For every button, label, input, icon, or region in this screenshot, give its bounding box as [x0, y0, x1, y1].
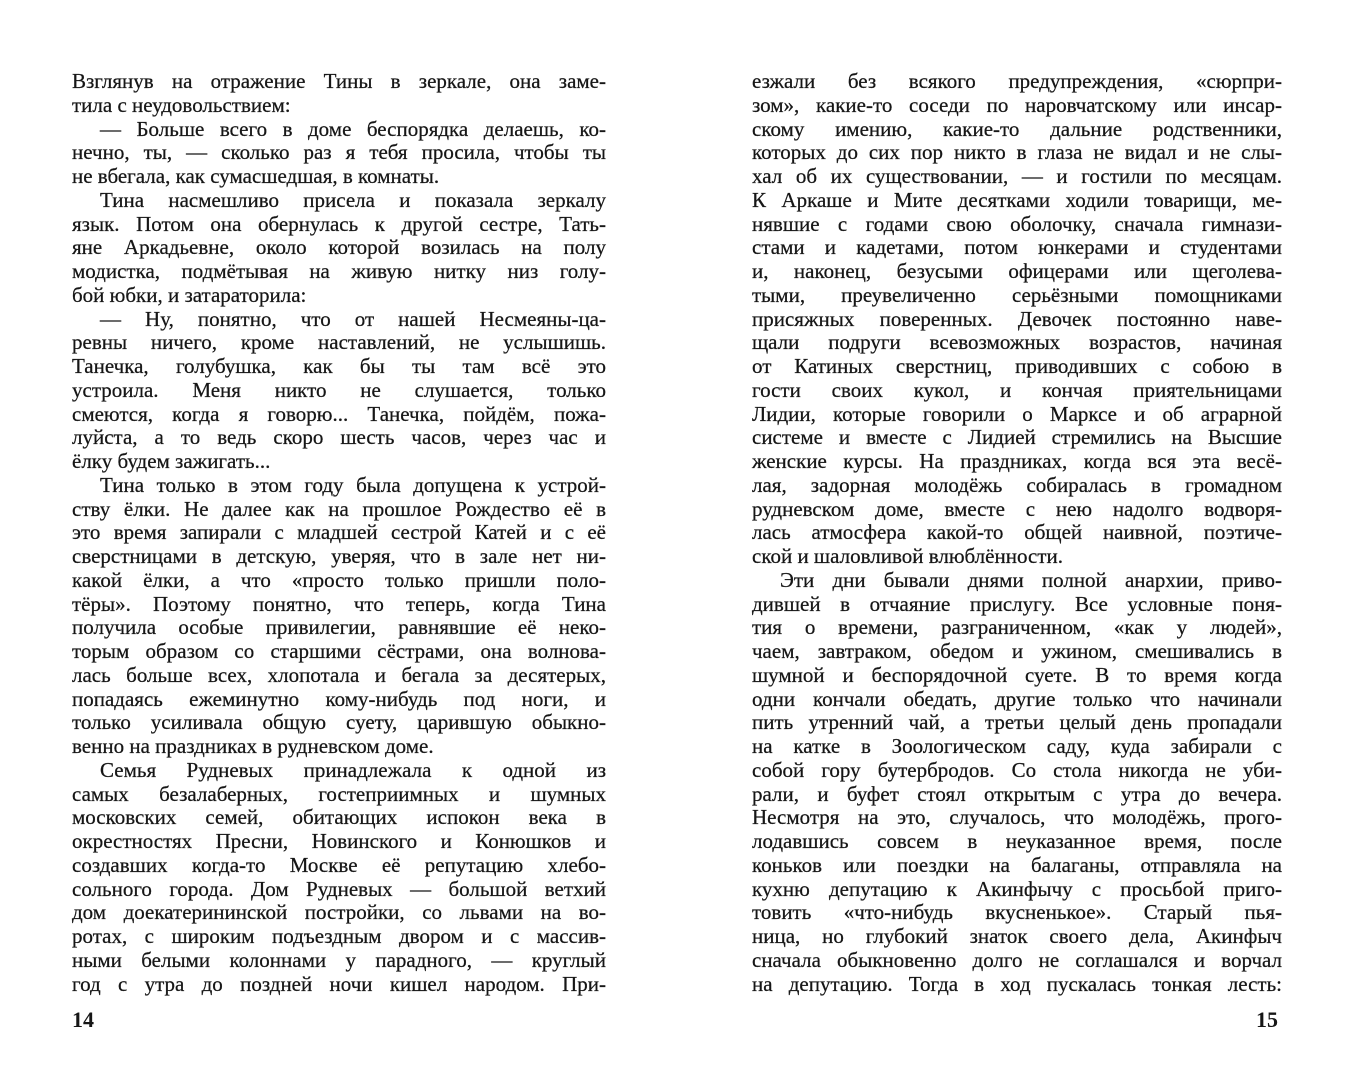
- text-line: московских семей, обитающих испокон века в: [72, 805, 606, 830]
- text-line: язык. Потом она обернулась к другой сестре, Тать-: [72, 211, 606, 236]
- text-line: получила особые привилегии, равнявшие её неко-: [72, 615, 606, 640]
- text-line: товить «что-нибудь вкусненькое». Старый пья-: [752, 900, 1282, 925]
- text-line: Лидии, которые говорили о Марксе и об аграрной: [752, 401, 1282, 426]
- text-line: К Аркаше и Мите десятками ходили товарищи, ме-: [752, 187, 1282, 212]
- text-line: тия о времени, разграниченном, «как у людей»,: [752, 615, 1282, 640]
- text-line: создавших когда-то Москве её репутацию хлебо-: [72, 852, 606, 877]
- text-line: и, наконец, безусыми офицерами или щеголева-: [752, 259, 1282, 283]
- left-page-text: [72, 70, 606, 996]
- text-line: рудневском доме, вместе с нею надолго водворя-: [752, 496, 1282, 521]
- text-line: попадаясь ежеминутно кому-нибудь под ноги, и: [72, 686, 606, 711]
- text-line: ской и шаловливой влюблённости.: [752, 544, 1063, 568]
- text-line: лая, задорная молодёжь собиралась в громадном: [752, 472, 1282, 497]
- text-line: тёры». Поэтому понятно, что теперь, когда Тина: [72, 591, 606, 616]
- text-line: Тина насмешливо присела и показала зеркалу: [100, 187, 606, 212]
- text-line: бой юбки, и затараторила:: [72, 282, 307, 307]
- text-line: на депутацию. Тогда в ход пускалась тонкая лесть:: [752, 971, 1282, 996]
- text-line: год с утра до поздней ночи кишел народом. При-: [72, 971, 606, 996]
- text-line: дившей в отчаяние прислугу. Все условные поня-: [752, 591, 1282, 616]
- text-line: нечно, ты, — сколько раз я тебя просила, чтобы ты: [72, 140, 606, 165]
- text-line: устроила. Меня никто не слушается, только: [72, 377, 606, 402]
- text-line: смеются, когда я говорю... Танечка, пойдём, пожа-: [72, 401, 606, 426]
- text-line: это время запирали с младшей сестрой Катей и с её: [72, 520, 606, 545]
- text-line: ница, но глубокий знаток своего дела, Акинфыч: [752, 924, 1282, 948]
- text-line: торым образом со старшими сёстрами, она волнова-: [72, 639, 606, 663]
- text-line: луйста, а то ведь скоро шесть часов, через час и: [72, 425, 606, 450]
- text-line: ревны ничего, кроме наставлений, не услышишь.: [72, 330, 606, 355]
- text-line: — Ну, понятно, что от нашей Несмеяны-ца-: [100, 306, 606, 331]
- text-line: езжали без всякого предупреждения, «сюрпри-: [752, 69, 1282, 93]
- text-line: ротах, с широким подъездным двором и с массив-: [72, 924, 606, 948]
- text-line: модистка, подмётывая на живую нитку низ голу-: [72, 259, 606, 283]
- text-line: тыми, преувеличенно серьёзными помощниками: [752, 282, 1282, 307]
- text-line: тила с неудовольствием:: [72, 92, 291, 117]
- text-line: Взглянув на отражение Тины в зеркале, она заме-: [72, 69, 606, 93]
- text-line: ными белыми колоннами у парадного, — круглый: [72, 947, 606, 972]
- text-line: собой гору бутербродов. Со стола никогда не уби-: [752, 757, 1282, 782]
- text-line: лась больше всех, хлопотала и бегала за десятерых,: [72, 662, 606, 687]
- text-line: какой ёлки, а что «просто только пришли поло-: [72, 567, 606, 592]
- text-line: чаем, завтраком, обедом и ужином, смешивались в: [752, 639, 1282, 663]
- text-line: щали подруги всевозможных возрастов, начиная: [752, 330, 1282, 355]
- text-line: одни кончали обедать, другие только что начинали: [752, 686, 1282, 711]
- text-line: дом доекатерининской постройки, со львами на во-: [72, 900, 606, 925]
- text-line: шумной и беспорядочной суете. В то время когда: [752, 662, 1282, 687]
- text-line: коньков или поездки на балаганы, отправляла на: [752, 852, 1282, 877]
- text-line: ёлку будем зажигать...: [72, 449, 271, 473]
- text-line: от Катиных сверстниц, приводивших с собою в: [752, 354, 1282, 378]
- text-line: — Больше всего в доме беспорядка делаешь, ко-: [100, 116, 606, 141]
- text-line: венно на праздниках в рудневском доме.: [72, 734, 434, 758]
- text-line: стами и кадетами, потом юнкерами и студентами: [752, 235, 1282, 260]
- text-line: женские курсы. На праздниках, когда вся эта весё-: [752, 449, 1282, 473]
- text-line: кухню депутацию к Акинфычу с просьбой приго-: [752, 876, 1282, 901]
- text-line: Тина только в этом году была допущена к устрой-: [100, 472, 606, 497]
- text-line: хал об их существовании, — и гостили по месяцам.: [752, 164, 1282, 188]
- text-line: Танечка, голубушка, как бы ты там всё это: [72, 354, 606, 378]
- text-line: присяжных поверенных. Девочек постоянно наве-: [752, 306, 1282, 331]
- page-number-right: 15: [1256, 1007, 1278, 1032]
- text-line: лась атмосфера какой-то общей наивной, поэтиче-: [752, 520, 1282, 545]
- page-number-left: 14: [72, 1007, 94, 1032]
- text-line: пить утренний чай, а третьи целый день пропадали: [752, 710, 1282, 735]
- text-line: яне Аркадьевне, около которой возилась на полу: [72, 235, 606, 260]
- text-line: только усиливала общую суету, царившую обыкно-: [72, 710, 606, 735]
- text-line: сольного города. Дом Рудневых — большой ветхий: [72, 876, 606, 901]
- text-line: сверстницами в детскую, уверяя, что в зале нет ни-: [72, 544, 606, 568]
- text-line: самых безалаберных, гостеприимных и шумных: [72, 781, 606, 806]
- text-line: на катке в Зоологическом саду, куда забирали с: [752, 734, 1282, 758]
- text-line: Несмотря на это, случалось, что молодёжь, прого-: [752, 805, 1282, 830]
- text-line: гости своих кукол, и кончая приятельницами: [752, 377, 1282, 402]
- text-line: окрестностях Пресни, Новинского и Конюшков и: [72, 829, 606, 853]
- text-line: ству ёлки. Не далее как на прошлое Рождество её в: [72, 496, 606, 521]
- text-line: не вбегала, как сумасшедшая, в комнаты.: [72, 164, 440, 188]
- text-line: сначала обыкновенно долго не соглашался и ворчал: [752, 947, 1282, 972]
- text-line: лодавшись совсем в неуказанное время, после: [752, 829, 1282, 853]
- text-line: скому имению, какие-то дальние родственники,: [752, 116, 1282, 141]
- text-line: нявшие с годами свою оболочку, сначала гимнази-: [752, 211, 1282, 236]
- text-line: Эти дни бывали днями полной анархии, приво-: [780, 567, 1282, 592]
- text-line: Семья Рудневых принадлежала к одной из: [100, 757, 606, 782]
- right-page-text: [752, 70, 1282, 996]
- text-line: рали, и буфет стоял открытым с утра до вечера.: [752, 781, 1282, 806]
- text-line: которых до сих пор никто в глаза не видал и не слы-: [752, 140, 1282, 165]
- text-line: системе и вместе с Лидией стремились на Высшие: [752, 425, 1282, 450]
- text-line: зом», какие-то соседи по наровчатскому или инсар-: [752, 92, 1282, 117]
